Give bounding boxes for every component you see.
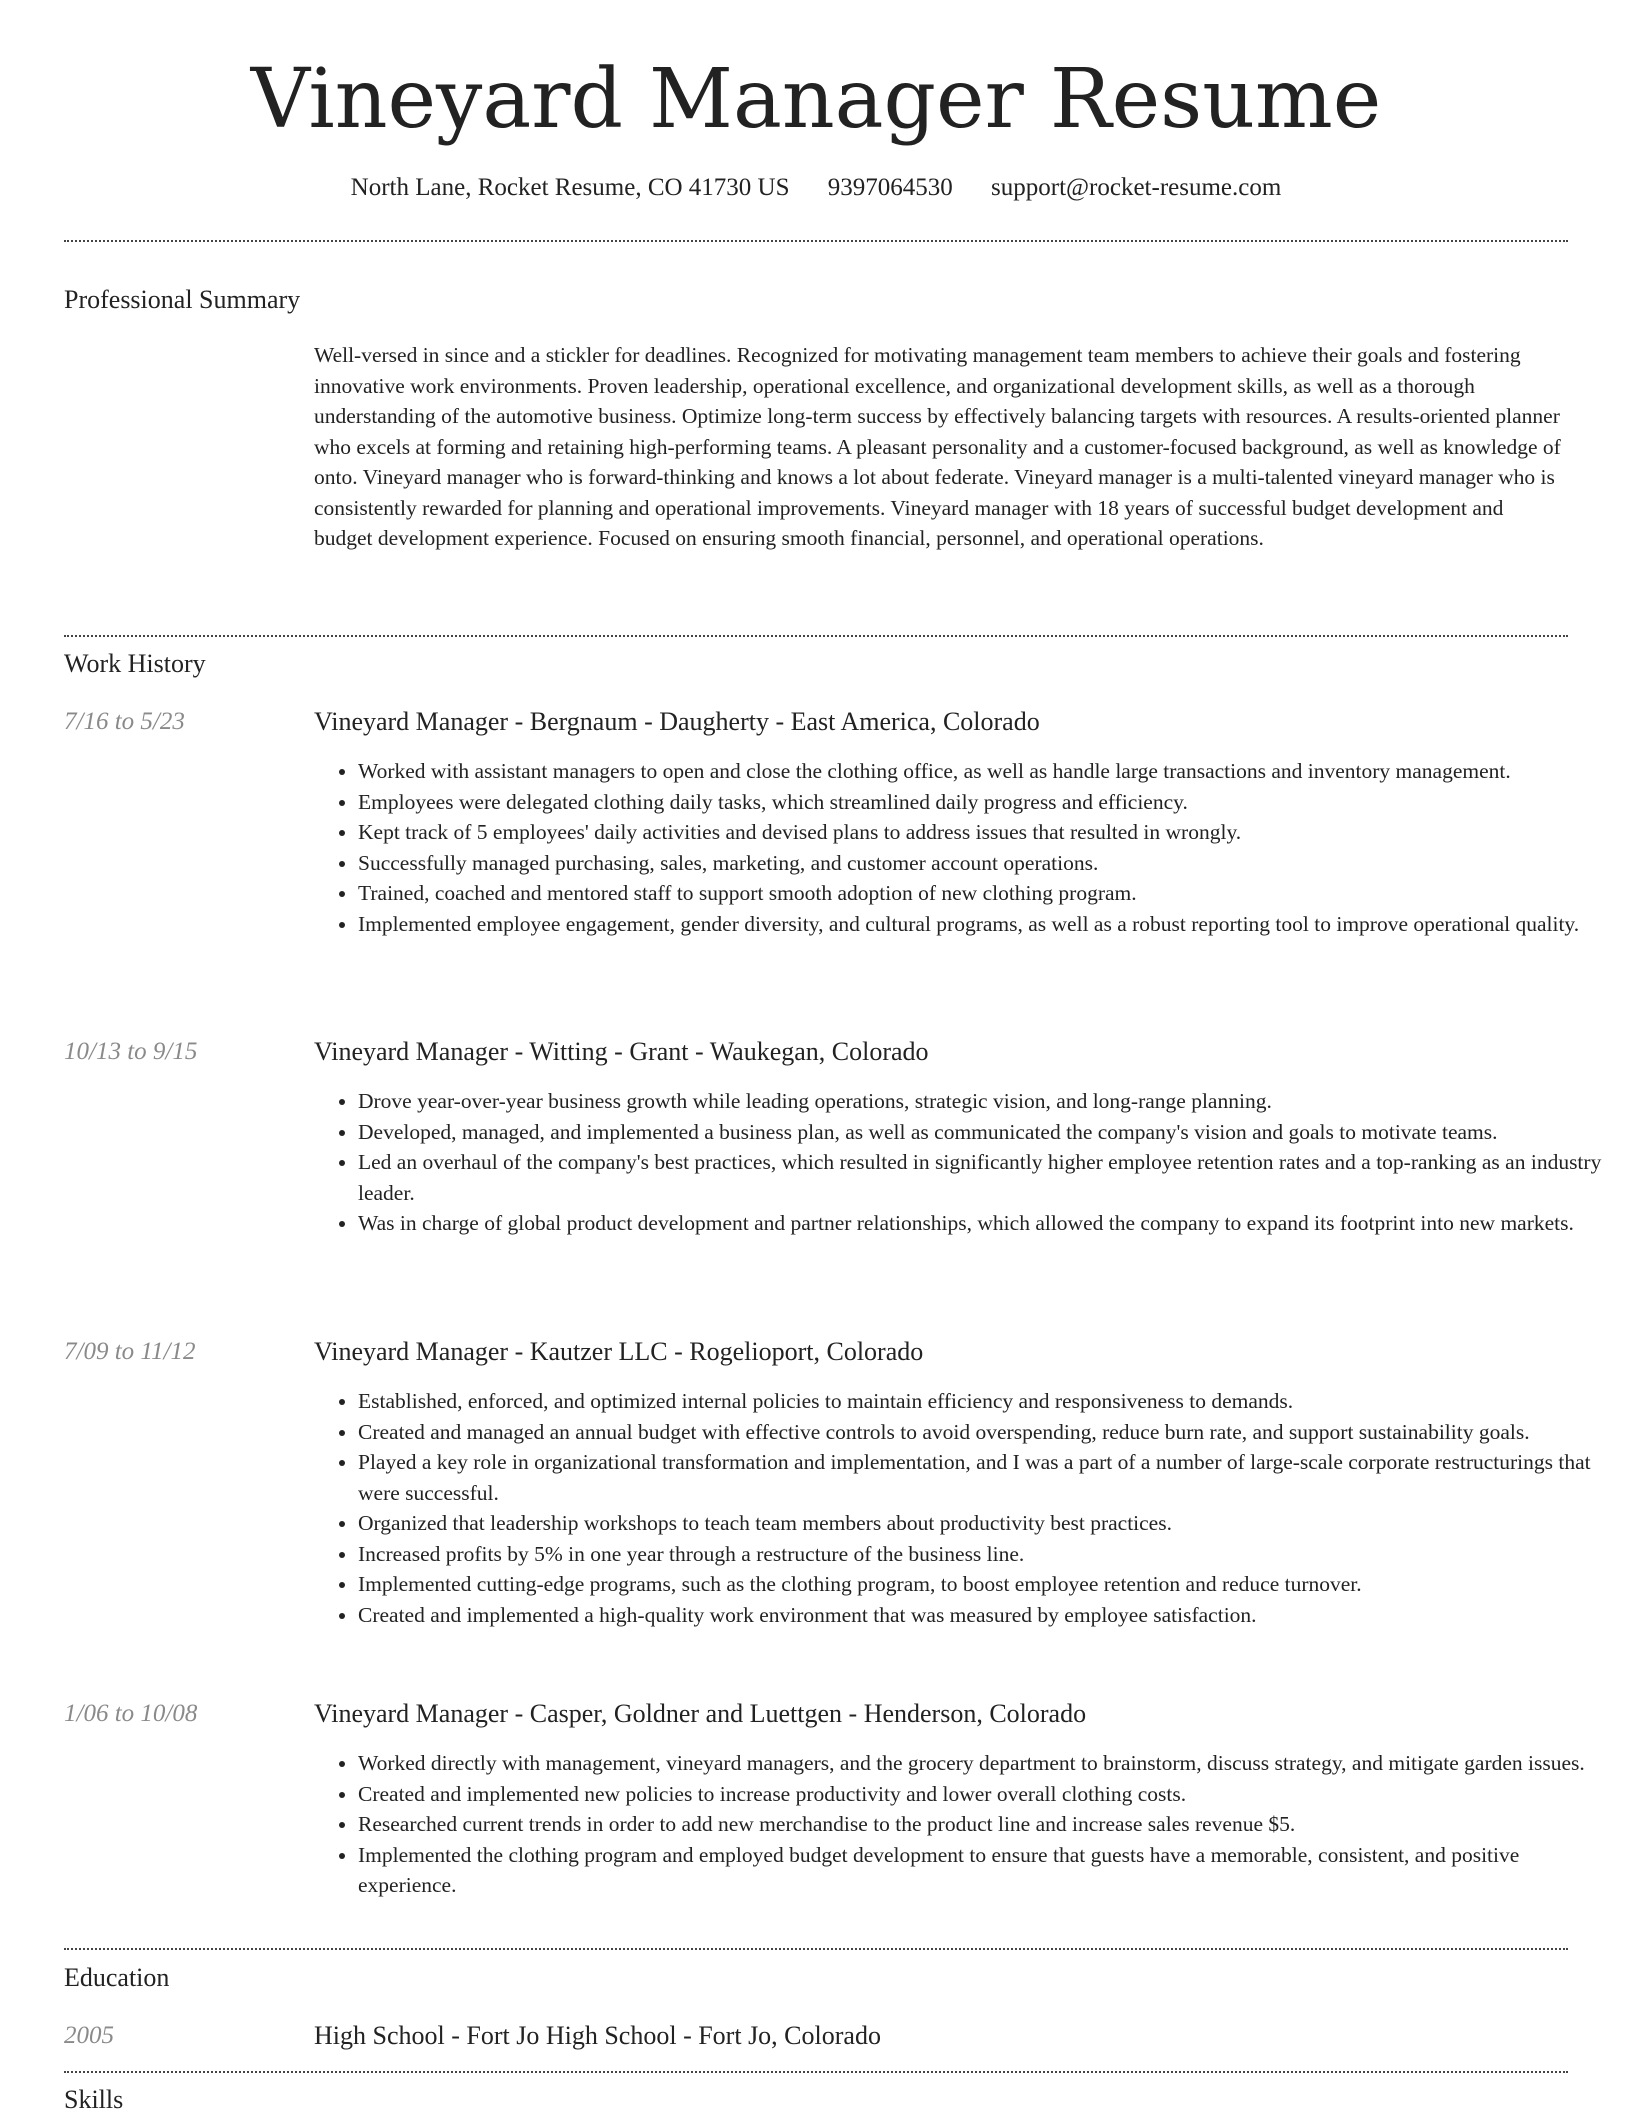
job-title: Vineyard Manager - Casper, Goldner and Luettgen - Henderson, Colorado xyxy=(314,1699,1087,1728)
education-heading: Education xyxy=(64,1963,170,1992)
section-divider xyxy=(64,635,1568,637)
job-bullet-list xyxy=(314,756,1612,939)
job-bullet-list xyxy=(314,1386,1612,1630)
job-bullet: • Successfully managed purchasing, sales, marketing, and customer account operations. xyxy=(358,848,1612,879)
job-bullet: • Implemented cutting-edge programs, such as the clothing program, to boost employee retention and reduce turnover. xyxy=(358,1569,1612,1600)
contact-email: support@rocket-resume.com xyxy=(991,174,1282,201)
section-divider xyxy=(64,1948,1568,1950)
education-date: 2005 xyxy=(64,2022,114,2049)
job-dates: 10/13 to 9/15 xyxy=(64,1038,198,1065)
job-bullet: • Implemented employee engagement, gender diversity, and cultural programs, as well as a robust reporting tool to improve operational quality. xyxy=(358,909,1612,940)
job-bullet: • Created and implemented new policies to increase productivity and lower overall clothing costs. xyxy=(358,1779,1612,1810)
job-title: Vineyard Manager - Kautzer LLC - Rogelioport, Colorado xyxy=(314,1337,924,1366)
contact-phone: 9397064530 xyxy=(827,174,953,201)
job-bullet: • Played a key role in organizational transformation and implementation, and I was a part of a number of large-scale corporate restructurings that were successful. xyxy=(358,1447,1612,1508)
job-dates: 7/16 to 5/23 xyxy=(64,708,185,735)
summary-heading: Professional Summary xyxy=(64,285,301,314)
skills-heading: Skills xyxy=(64,2085,124,2114)
job-dates: 1/06 to 10/08 xyxy=(64,1700,198,1727)
education-title: High School - Fort Jo High School - Fort Jo, Colorado xyxy=(314,2021,881,2050)
job-bullet-list xyxy=(314,1748,1612,1901)
job-bullet: • Employees were delegated clothing daily tasks, which streamlined daily progress and efficiency. xyxy=(358,787,1612,818)
contact-line xyxy=(0,172,1632,204)
job-bullet: • Established, enforced, and optimized internal policies to maintain efficiency and responsiveness to demands. xyxy=(358,1386,1612,1417)
resume-title: Vineyard Manager Resume xyxy=(250,52,1382,147)
job-bullet: • Was in charge of global product development and partner relationships, which allowed the company to expand its footprint into new markets. xyxy=(358,1208,1612,1239)
section-divider xyxy=(64,2071,1568,2073)
job-bullet: • Developed, managed, and implemented a business plan, as well as communicated the company's vision and goals to motivate teams. xyxy=(358,1117,1612,1148)
job-bullet: • Trained, coached and mentored staff to support smooth adoption of new clothing program. xyxy=(358,878,1612,909)
job-bullet: • Increased profits by 5% in one year through a restructure of the business line. xyxy=(358,1539,1612,1570)
summary-text: Well-versed in since and a stickler for deadlines. Recognized for motivating management team members to achieve their goals and fostering innovative work environments. Proven leadership, operational excellence, and organizational development skills, as well as a thorough understanding of the automotive business. Optimize long-term success by effectively balancing targets with resources. A results-oriented planner who excels at forming and retaining high-performing teams. A pleasant personality and a customer-focused background, as well as knowledge of onto. Vineyard manager who is forward-thinking and knows a lot about federate. Vineyard manager is a multi-talented vineyard manager who is consistently rewarded for planning and operational improvements. Vineyard manager with 18 years of successful budget development and budget development experience. Focused on ensuring smooth financial, personnel, and operational operations. xyxy=(314,343,1561,550)
job-bullet: • Implemented the clothing program and employed budget development to ensure that guests have a memorable, consistent, and positive experience. xyxy=(358,1840,1612,1901)
job-bullet: • Worked with assistant managers to open and close the clothing office, as well as handle large transactions and inventory management. xyxy=(358,756,1612,787)
job-bullet: • Created and managed an annual budget with effective controls to avoid overspending, reduce burn rate, and support sustainability goals. xyxy=(358,1417,1612,1448)
job-title: Vineyard Manager - Witting - Grant - Waukegan, Colorado xyxy=(314,1037,929,1066)
job-bullet-list xyxy=(314,1086,1612,1239)
job-bullet: • Led an overhaul of the company's best practices, which resulted in significantly higher employee retention rates and a top-ranking as an industry leader. xyxy=(358,1147,1612,1208)
job-title: Vineyard Manager - Bergnaum - Daugherty - East America, Colorado xyxy=(314,707,1040,736)
job-bullet: • Organized that leadership workshops to teach team members about productivity best practices. xyxy=(358,1508,1612,1539)
job-bullet: • Kept track of 5 employees' daily activities and devised plans to address issues that resulted in wrongly. xyxy=(358,817,1612,848)
contact-address: North Lane, Rocket Resume, CO 41730 US xyxy=(350,174,790,201)
work-history-heading: Work History xyxy=(64,649,206,678)
job-bullet: • Worked directly with management, vineyard managers, and the grocery department to brainstorm, discuss strategy, and mitigate garden issues. xyxy=(358,1748,1612,1779)
job-dates: 7/09 to 11/12 xyxy=(64,1338,196,1365)
job-bullet: • Researched current trends in order to add new merchandise to the product line and increase sales revenue $5. xyxy=(358,1809,1612,1840)
job-bullet: • Created and implemented a high-quality work environment that was measured by employee satisfaction. xyxy=(358,1600,1612,1631)
job-bullet: • Drove year-over-year business growth while leading operations, strategic vision, and long-range planning. xyxy=(358,1086,1612,1117)
section-divider xyxy=(64,240,1568,242)
